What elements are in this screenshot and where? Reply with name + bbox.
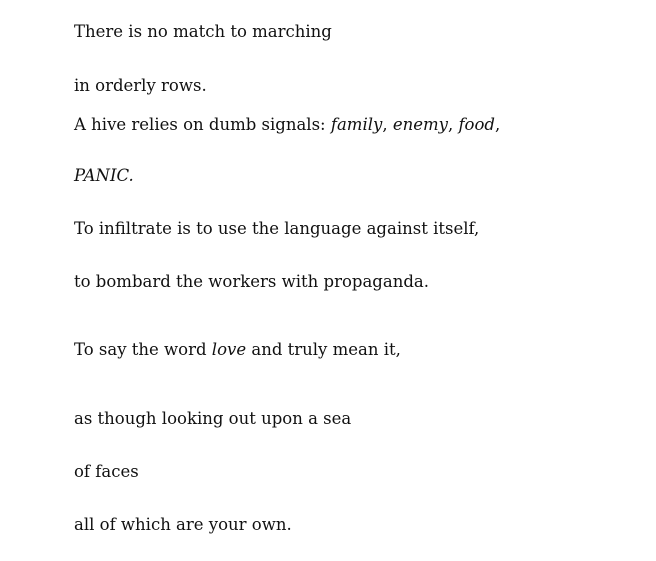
- poem-line-2: in orderly rows.: [74, 76, 207, 95]
- poem-word-panic: PANIC.: [74, 166, 134, 185]
- poem-line-7-trail: and truly mean it,: [246, 340, 401, 359]
- poem-word-enemy: enemy: [392, 115, 448, 134]
- poem-body: [74, 0, 634, 561]
- poem-line-3-sep2: ,: [447, 115, 459, 134]
- poem-line-9: of faces: [74, 462, 139, 481]
- poem-word-love: love: [211, 340, 247, 359]
- poem-line-10: all of which are your own.: [74, 515, 292, 534]
- poem-word-food: food: [458, 115, 495, 134]
- poem-line-1: There is no match to marching: [74, 22, 332, 41]
- poem-line-4: [74, 166, 134, 186]
- poem-line-3-lead: A hive relies on dumb signals:: [74, 115, 331, 134]
- poem-line-5: To infiltrate is to use the language against itself,: [74, 219, 480, 238]
- poem-line-6: to bombard the workers with propaganda.: [74, 272, 429, 291]
- poem-line-3-trail: ,: [495, 115, 501, 134]
- poem-line-8: as though looking out upon a sea: [74, 409, 352, 428]
- poem-line-3-sep1: ,: [382, 115, 393, 134]
- poem-line-7: [74, 340, 401, 360]
- poem-line-7-lead: To say the word: [74, 340, 212, 359]
- poem-word-family: family: [330, 115, 383, 134]
- poem-line-3: [74, 115, 500, 135]
